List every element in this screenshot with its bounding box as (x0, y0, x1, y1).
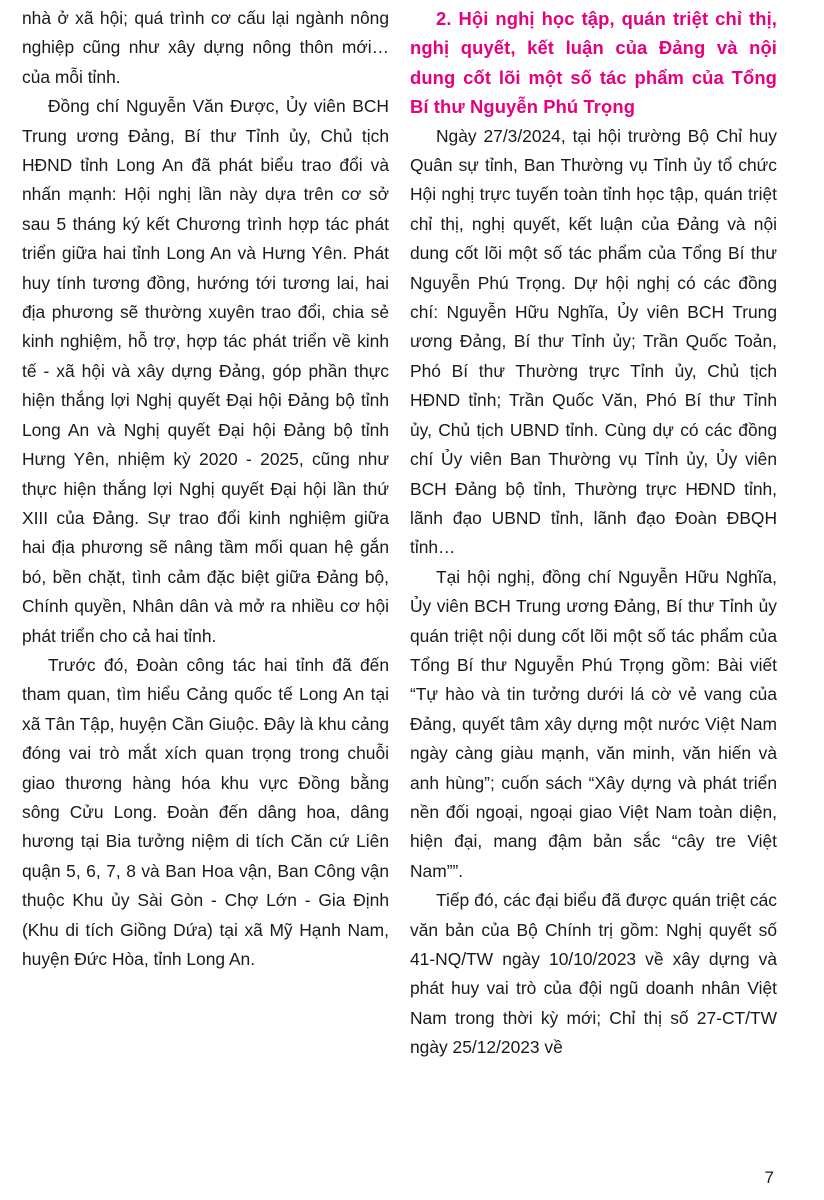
section-heading: 2. Hội nghị học tập, quán triệt chỉ thị, nghị quyết, kết luận của Đảng và nội dung cốt lõi một số tác phẩm của Tổng Bí thư Nguyễn Phú Trọng (410, 8, 777, 118)
right-column (410, 4, 777, 1063)
paragraph: Tiếp đó, các đại biểu đã được quán triệt các văn bản của Bộ Chính trị gồm: Nghị quyết số 41-NQ/TW ngày 10/10/2023 về xây dựng và phát huy vai trò của đội ngũ doanh nhân Việt Nam trong thời kỳ mới; Chỉ thị số 27-CT/TW ngày 25/12/2023 về (410, 890, 777, 1058)
left-column (22, 4, 389, 974)
page-number: 7 (764, 1168, 774, 1187)
paragraph: Đồng chí Nguyễn Văn Được, Ủy viên BCH Trung ương Đảng, Bí thư Tỉnh ủy, Chủ tịch HĐND tỉnh Long An đã phát biểu trao đổi và nhấn mạnh: Hội nghị lần này dựa trên cơ sở sau 5 tháng ký kết Chương trình hợp tác phát triển giữa hai tỉnh Long An và Hưng Yên. Phát huy tính tương đồng, hướng tới tương lai, hai địa phương sẽ thường xuyên trao đổi, chia sẻ kinh nghiệm, hỗ trợ, hợp tác phát triển về kinh tế - xã hội và xây dựng Đảng, góp phần thực hiện thắng lợi Nghị quyết Đại hội Đảng bộ tỉnh Long An và Nghị quyết Đại hội Đảng bộ tỉnh Hưng Yên, nhiệm kỳ 2020 - 2025, cũng như thực hiện thắng lợi Nghị quyết Đại hội lần thứ XIII của Đảng. Sự trao đổi kinh nghiệm giữa hai địa phương sẽ nâng tầm mối quan hệ gắn bó, bền chặt, tình cảm đặc biệt giữa Đảng bộ, Chính quyền, Nhân dân và mở ra nhiều cơ hội phát triển cho cả hai tỉnh. (22, 96, 389, 646)
paragraph: Ngày 27/3/2024, tại hội trường Bộ Chỉ huy Quân sự tỉnh, Ban Thường vụ Tỉnh ủy tổ chức Hội nghị trực tuyến toàn tỉnh học tập, quán triệt chỉ thị, nghị quyết, kết luận của Đảng và nội dung cốt lõi một số tác phẩm của Tổng Bí thư Nguyễn Phú Trọng. Dự hội nghị có các đồng chí: Nguyễn Hữu Nghĩa, Ủy viên BCH Trung ương Đảng, Bí thư Tỉnh ủy; Trần Quốc Toản, Phó Bí thư Thường trực Tỉnh ủy, Chủ tịch HĐND tỉnh; Trần Quốc Văn, Phó Bí thư Tỉnh ủy, Chủ tịch UBND tỉnh. Cùng dự có các đồng chí Ủy viên Ban Thường vụ Tỉnh ủy, Ủy viên BCH Đảng bộ tỉnh, Thường trực HĐND tỉnh, lãnh đạo UBND tỉnh, lãnh đạo Đoàn ĐBQH tỉnh… (410, 125, 777, 558)
paragraph: nhà ở xã hội; quá trình cơ cấu lại ngành nông nghiệp cũng như xây dựng nông thôn mới… của mỗi tỉnh. (22, 8, 389, 87)
paragraph: Tại hội nghị, đồng chí Nguyễn Hữu Nghĩa, Ủy viên BCH Trung ương Đảng, Bí thư Tỉnh ủy quán triệt nội dung cốt lõi một số tác phẩm của Tổng Bí thư Nguyễn Phú Trọng gồm: Bài viết “Tự hào và tin tưởng dưới lá cờ vẻ vang của Đảng, quyết tâm xây dựng một nước Việt Nam ngày càng giàu mạnh, văn minh, văn hiến và anh hùng”; cuốn sách “Xây dựng và phát triển nền đối ngoại, ngoại giao Việt Nam toàn diện, hiện đại, mang đậm bản sắc “cây tre Việt Nam””. (410, 566, 777, 881)
paragraph: Trước đó, Đoàn công tác hai tỉnh đã đến tham quan, tìm hiểu Cảng quốc tế Long An tại xã Tân Tập, huyện Cần Giuộc. Đây là khu cảng đóng vai trò mắt xích quan trọng trong chuỗi giao thương hàng hóa khu vực Đồng bằng sông Cửu Long. Đoàn đến dâng hoa, dâng hương tại Bia tưởng niệm di tích Căn cứ Liên quận 5, 6, 7, 8 và Ban Hoa vận, Ban Công vận thuộc Khu ủy Sài Gòn - Chợ Lớn - Gia Định (Khu di tích Giồng Dứa) tại xã Mỹ Hạnh Nam, huyện Đức Hòa, tỉnh Long An. (22, 654, 389, 969)
